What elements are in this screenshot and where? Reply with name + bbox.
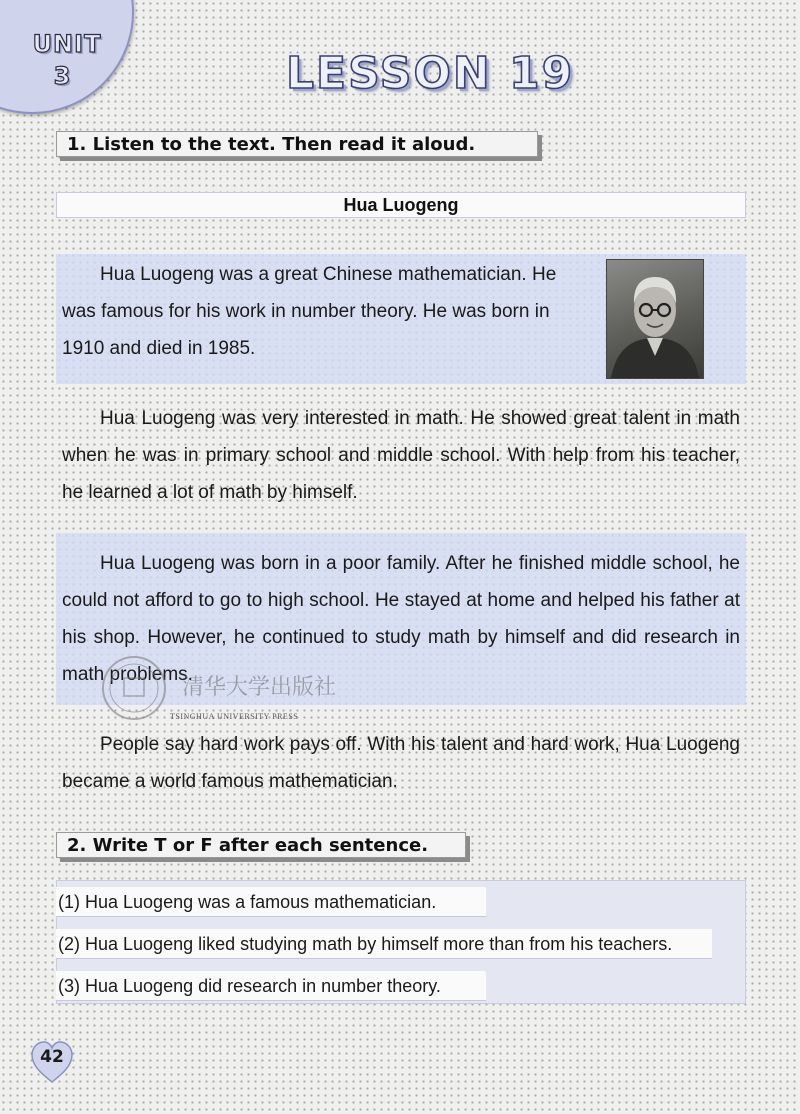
paragraph-2: Hua Luogeng was very interested in math. He showed great talent in math when he was in primary school and middle school. With help from his teacher, he learned a lot of math by himself. — [62, 408, 740, 503]
portrait-figure — [607, 260, 703, 378]
page-number-badge — [30, 1040, 74, 1084]
section-2-instruction: 2. Write T or F after each sentence. — [56, 832, 466, 858]
passage-title: Hua Luogeng — [56, 192, 746, 218]
exercise-item-1: (1) Hua Luogeng was a famous mathematician. — [56, 887, 486, 917]
publisher-watermark-text: TSINGHUA UNIVERSITY PRESS — [170, 712, 299, 721]
svg-text:清华大学出版社: 清华大学出版社 — [182, 675, 337, 700]
paragraph-4: People say hard work pays off. With his talent and hard work, Hua Luogeng became a world famous mathematician. — [62, 734, 740, 792]
paragraph-3: Hua Luogeng was born in a poor family. After he finished middle school, he could not afford to go to high school. He stayed at home and helped his father at his shop. However, he continued to study math by himself and did research in math problems. — [62, 553, 740, 685]
exercise-item-2: (2) Hua Luogeng liked studying math by himself more than from his teachers. — [56, 929, 712, 959]
unit-number: 3 — [53, 62, 71, 90]
unit-label: UNIT — [32, 30, 102, 58]
lesson-title: LESSON 19 — [286, 48, 575, 99]
page-number: 42 — [40, 1047, 64, 1067]
exercise-item-3: (3) Hua Luogeng did research in number theory. — [56, 971, 486, 1001]
portrait-photo — [606, 259, 704, 379]
section-1-instruction: 1. Listen to the text. Then read it aloud. — [56, 131, 538, 157]
paragraph-1: Hua Luogeng was a great Chinese mathematician. He was famous for his work in number theory. He was born in 1910 and died in 1985. — [62, 264, 557, 359]
